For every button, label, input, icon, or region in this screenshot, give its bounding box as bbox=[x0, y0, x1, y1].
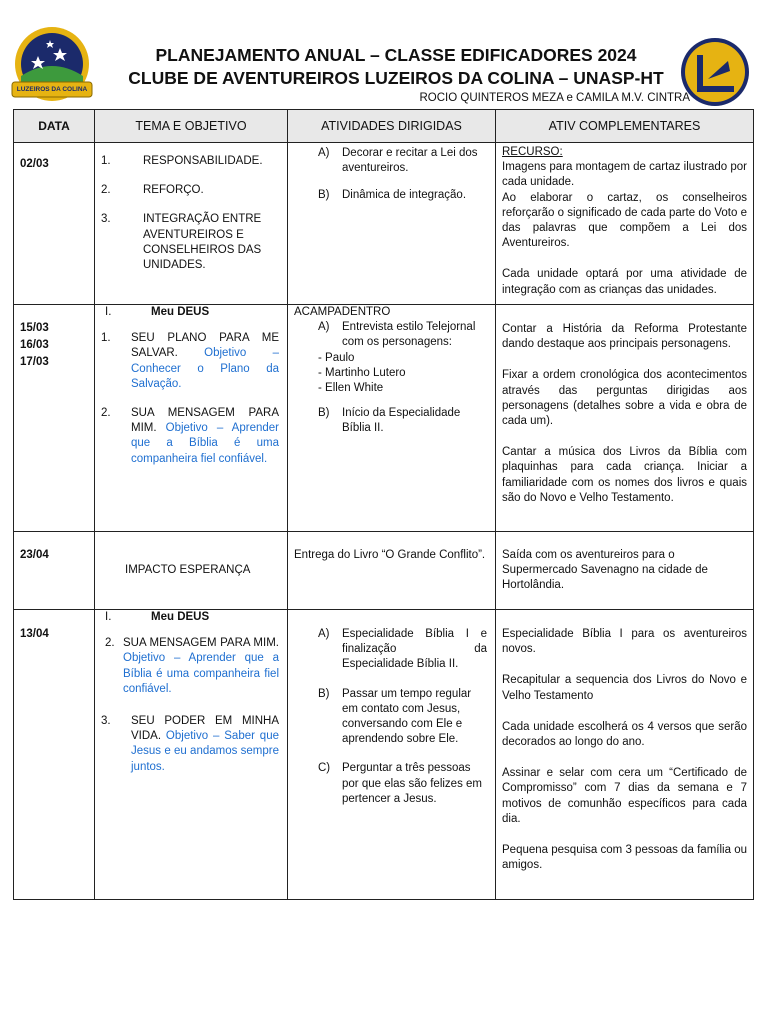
list-item: 3. SEU PODER EM MINHA VIDA. Objetivo – Saber que Jesus e eu andamos sempre juntos. bbox=[101, 715, 279, 773]
annual-plan-table bbox=[13, 109, 754, 900]
date: 02/03 bbox=[20, 158, 49, 170]
activities-cell bbox=[288, 305, 496, 532]
club-logo-text: LUZEIROS DA COLINA bbox=[16, 86, 88, 93]
table-row bbox=[14, 143, 754, 305]
complementary-cell: RECURSO: Imagens para montagem de cartaz ilustrado por cada unidade. Ao elaborar o cartaz, os conselheiros reforçarão o significado de cada parte do Voto e das palavras que compõem a Lei dos Aventureiros. Cada unidade optará por uma atividade de integração com as crianças das unidades. bbox=[496, 143, 754, 305]
table-header-row bbox=[14, 110, 754, 143]
column-header-atividades: ATIVIDADES DIRIGIDAS bbox=[288, 110, 496, 143]
list-item: 2. REFORÇO. bbox=[101, 184, 204, 197]
table-row bbox=[14, 610, 754, 900]
page-title: PLANEJAMENTO ANUAL – CLASSE EDIFICADORES 2024 bbox=[155, 45, 637, 65]
theme-cell: IMPACTO ESPERANÇA bbox=[95, 532, 288, 610]
list-item: B) Passar um tempo regular em contato com Jesus, conversando com Ele e aprendendo sobre Ele. bbox=[318, 687, 472, 746]
list-item: 3. INTEGRAÇÃO ENTRE AVENTUREIROS E CONSELHEIROS DAS UNIDADES. bbox=[101, 213, 262, 272]
list-item: 1. SEU PLANO PARA ME SALVAR. Objetivo – Conhecer o Plano da Salvação. bbox=[101, 332, 279, 390]
list-item: 1. RESPONSABILIDADE. bbox=[101, 155, 263, 167]
section-heading: I. Meu DEUS bbox=[105, 611, 210, 623]
list-item: B) Início da Especialidade Bíblia II. bbox=[318, 407, 461, 435]
list-item: B) Dinâmica de integração. bbox=[318, 189, 467, 202]
activities-cell bbox=[288, 610, 496, 900]
column-header-complementares: ATIV COMPLEMENTARES bbox=[496, 110, 754, 143]
table-row bbox=[14, 532, 754, 610]
page-subtitle: CLUBE DE AVENTUREIROS LUZEIROS DA COLINA – UNASP-HT bbox=[128, 68, 664, 88]
theme-cell bbox=[95, 305, 288, 532]
section-heading: I. Meu DEUS bbox=[105, 306, 210, 318]
list-item: C) Perguntar a três pessoas por que elas são felizes em pertencer a Jesus. bbox=[318, 762, 482, 805]
date-cell bbox=[14, 143, 95, 305]
activities-cell bbox=[288, 143, 496, 305]
date-cell: 15/03 16/03 17/03 bbox=[14, 305, 95, 532]
activities-cell: Entrega do Livro “O Grande Conflito”. bbox=[288, 532, 496, 610]
date-cell: 23/04 bbox=[14, 532, 95, 610]
authors: ROCIO QUINTEROS MEZA e CAMILA M.V. CINTRA bbox=[419, 92, 690, 104]
list-item: A) Decorar e recitar a Lei dos aventureiros. bbox=[318, 147, 478, 175]
list-item: 2. SUA MENSAGEM PARA MIM. Objetivo – Aprender que a Bíblia é uma companheira fiel confiável. bbox=[105, 637, 279, 695]
list-item: 2. SUA MENSAGEM PARA MIM. Objetivo – Aprender que a Bíblia é uma companheira fiel confiável. bbox=[101, 407, 279, 465]
complementary-cell: Contar a História da Reforma Protestante dando destaque aos principais personagens. Fixar a ordem cronológica dos acontecimentos através das perguntas dirigidas aos personagens (detalhes sobre a vida e obra de cada um). Cantar a música dos Livros da Bíblia com plaquinhas para cada criança. Iniciar a familiaridade com os nomes dos livros e quais são do Novo e Velho Testamento. bbox=[496, 305, 754, 532]
list-item: A) Entrevista estilo Telejornal com os personagens: bbox=[318, 321, 476, 349]
list-item: A) Especialidade Bíblia I e finalização da Especialidade Bíblia II. bbox=[318, 628, 487, 671]
theme-cell bbox=[95, 143, 288, 305]
section-heading: ACAMPADENTRO bbox=[294, 306, 391, 318]
character-list: - Paulo - Martinho Lutero - Ellen White bbox=[318, 351, 406, 395]
club-logo bbox=[10, 26, 94, 104]
column-header-tema: TEMA E OBJETIVO bbox=[95, 110, 288, 143]
date-cell: 13/04 bbox=[14, 610, 95, 900]
resource-label: RECURSO: bbox=[502, 146, 563, 158]
table-row bbox=[14, 305, 754, 532]
complementary-cell: Saída com os aventureiros para o Supermercado Savenagno na cidade de Hortolândia. bbox=[496, 532, 754, 610]
column-header-data: DATA bbox=[14, 110, 95, 143]
complementary-cell: Especialidade Bíblia I para os aventureiros novos. Recapitular a sequencia dos Livros do Novo e Velho Testamento Cada unidade escolherá os 4 versos que serão decorados ao longo do ano. Assinar e selar com cera um “Certificado de Compromisso” com 7 dias da semana e 7 motivos de comunhão específicos para cada dia. Pequena pesquisa com 3 pessoas da família ou amigos. bbox=[496, 610, 754, 900]
theme-cell bbox=[95, 610, 288, 900]
